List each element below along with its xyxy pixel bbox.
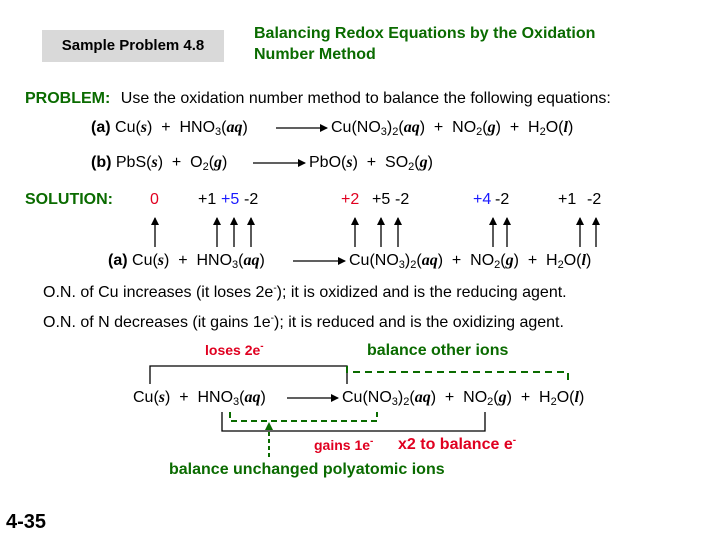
problem-label: PROBLEM: <box>25 90 111 107</box>
ox-number-n-nitrate: +5 <box>372 191 391 208</box>
solution-label: SOLUTION: <box>25 191 113 208</box>
ox-number-cu-product: +2 <box>341 191 360 208</box>
equation-b: (b) $PbS(s) + O_2(g)$ <box>91 154 228 173</box>
loses-electrons-label: loses 2e- <box>205 341 264 358</box>
ox-number-cu: 0 <box>150 191 159 208</box>
ox-number-h: +1 <box>198 191 217 208</box>
balance-other-ions-label: balance other ions <box>367 342 509 359</box>
problem-text: Use the oxidation number method to balance the following equations: <box>120 90 611 107</box>
bracket-equation: $Cu(s) + HNO_3(aq)$ <box>133 389 266 408</box>
eq-b-label: (b) <box>91 154 112 171</box>
ox-number-o-no2: -2 <box>495 191 510 208</box>
solution-equation-a-products: $Cu(NO_3)_2(aq) + NO_2(g) + H_2O(l)$ <box>349 252 592 271</box>
ox-number-o-nitrate: -2 <box>395 191 410 208</box>
eq-a-label: (a) <box>91 119 111 136</box>
ox-number-n: +5 <box>221 191 240 208</box>
balance-other-bracket <box>347 366 568 384</box>
page-number: 4-35 <box>6 511 47 533</box>
ox-number-o-water: -2 <box>587 191 602 208</box>
balance-unchanged-label: balance unchanged polyatomic ions <box>169 461 445 478</box>
statement-n: O.N. of N decreases (it gains 1e-); it is reduced and is the oxidizing agent. <box>43 313 564 331</box>
statement-cu: O.N. of Cu increases (it loses 2e-); it is oxidized and is the reducing agent. <box>43 283 567 301</box>
solution-eq-a-label: (a) <box>108 252 128 269</box>
unchanged-bracket <box>230 412 377 421</box>
equation-b-products: $PbO(s) + SO_2(g)$ <box>309 154 433 173</box>
gains-electrons-label: gains 1e- <box>314 436 374 453</box>
solution-equation-a: (a) $Cu(s) + HNO_3(aq)$ <box>108 252 265 271</box>
ox-number-h-water: +1 <box>558 191 577 208</box>
equation-a: (a) $Cu(s) + HNO_3(aq)$ <box>91 119 248 138</box>
title-line-2: Number Method <box>254 46 376 63</box>
ox-number-n-no2: +4 <box>473 191 492 208</box>
ox-number-o: -2 <box>244 191 259 208</box>
oxidation-pointers <box>155 218 596 247</box>
times-two-label: x2 to balance e- <box>398 435 517 453</box>
title-line-1: Balancing Redox Equations by the Oxidation <box>254 25 596 42</box>
loses-bracket <box>150 366 347 384</box>
bracket-equation-products: $Cu(NO_3)_2(aq) + NO_2(g) + H_2O(l)$ <box>342 389 585 408</box>
equation-a-products: $Cu(NO_3)_2(aq) + NO_2(g) + H_2O(l)$ <box>331 119 574 138</box>
sample-problem-label: Sample Problem 4.8 <box>42 30 224 62</box>
